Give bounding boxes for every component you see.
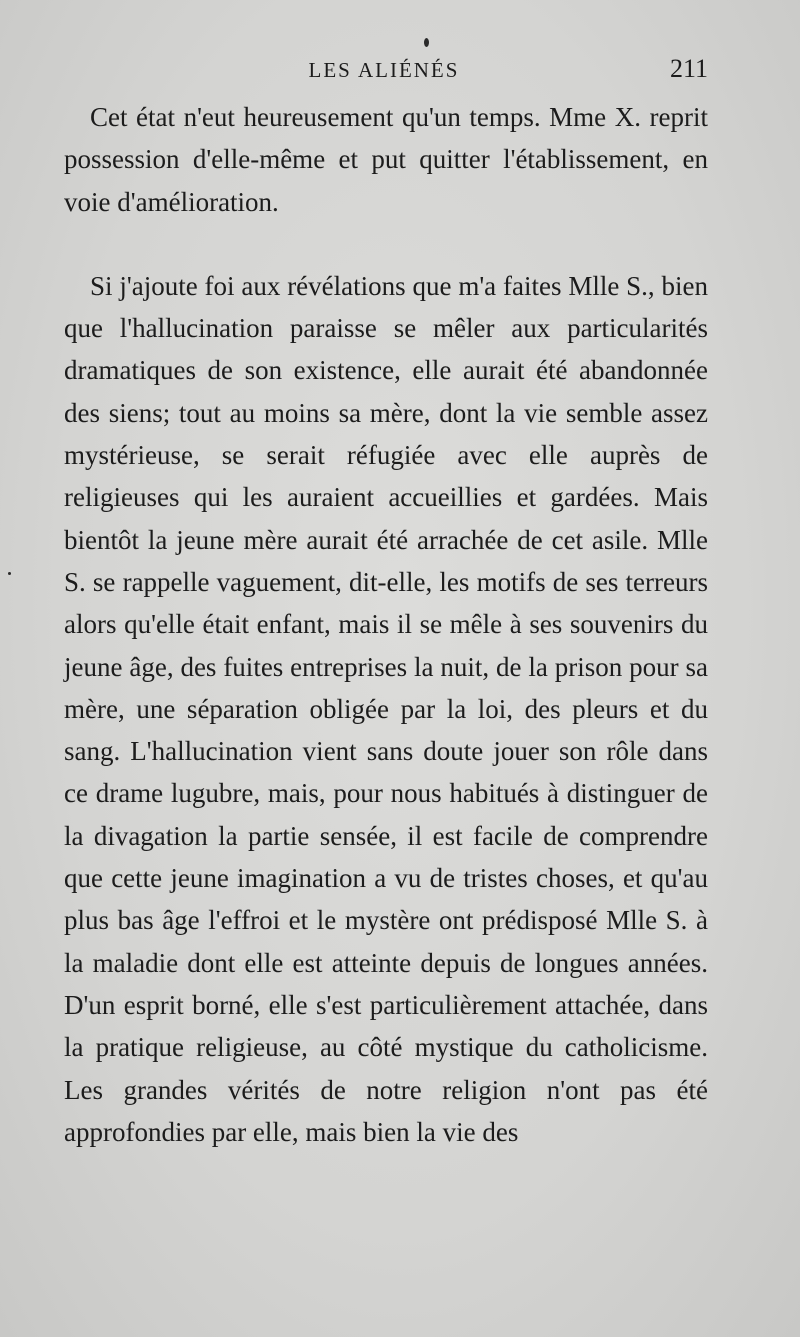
ink-speck bbox=[8, 572, 11, 575]
paragraph: Cet état n'eut heureusement qu'un temps. Mme X. reprit possession d'elle-même et put quitter l'établissement, en voie d'amélioration. bbox=[64, 102, 708, 217]
running-title: LES ALIÉNÉS bbox=[308, 58, 460, 82]
body-text bbox=[64, 96, 708, 1153]
running-header bbox=[60, 52, 708, 92]
page-number: 211 bbox=[669, 54, 708, 83]
ink-speck bbox=[424, 38, 429, 47]
paragraph: Si j'ajoute foi aux révélations que m'a faites Mlle S., bien que l'hallucination paraisse se mêler aux particularités dramatiques de son existence, elle aurait été abandonnée des siens; tout au moins sa mère, dont la vie semble assez mystérieuse, se serait réfugiée avec elle auprès de religieuses qui les auraient accueillies et gardées. Mais bientôt la jeune mère aurait été arrachée de cet asile. Mlle S. se rappelle vaguement, dit-elle, les motifs de ses terreurs alors qu'elle était enfant, mais il se mêle à ses souvenirs du jeune âge, des fuites entreprises la nuit, de la prison pour sa mère, une séparation obligée par la loi, des pleurs et du sang. L'hallucination vient sans doute jouer son rôle dans ce drame lugubre, mais, pour nous habitués à distinguer de la divagation la partie sensée, il est facile de comprendre que cette jeune imagination a vu de tristes choses, et qu'au plus bas âge l'effroi et le mystère ont prédisposé Mlle S. à la maladie dont elle est atteinte depuis de longues années. D'un esprit borné, elle s'est particulièrement attachée, dans la pratique religieuse, au côté mystique du catholicisme. Les grandes vérités de notre religion n'ont pas été approfondies par elle, mais bien la vie des bbox=[64, 270, 708, 1147]
